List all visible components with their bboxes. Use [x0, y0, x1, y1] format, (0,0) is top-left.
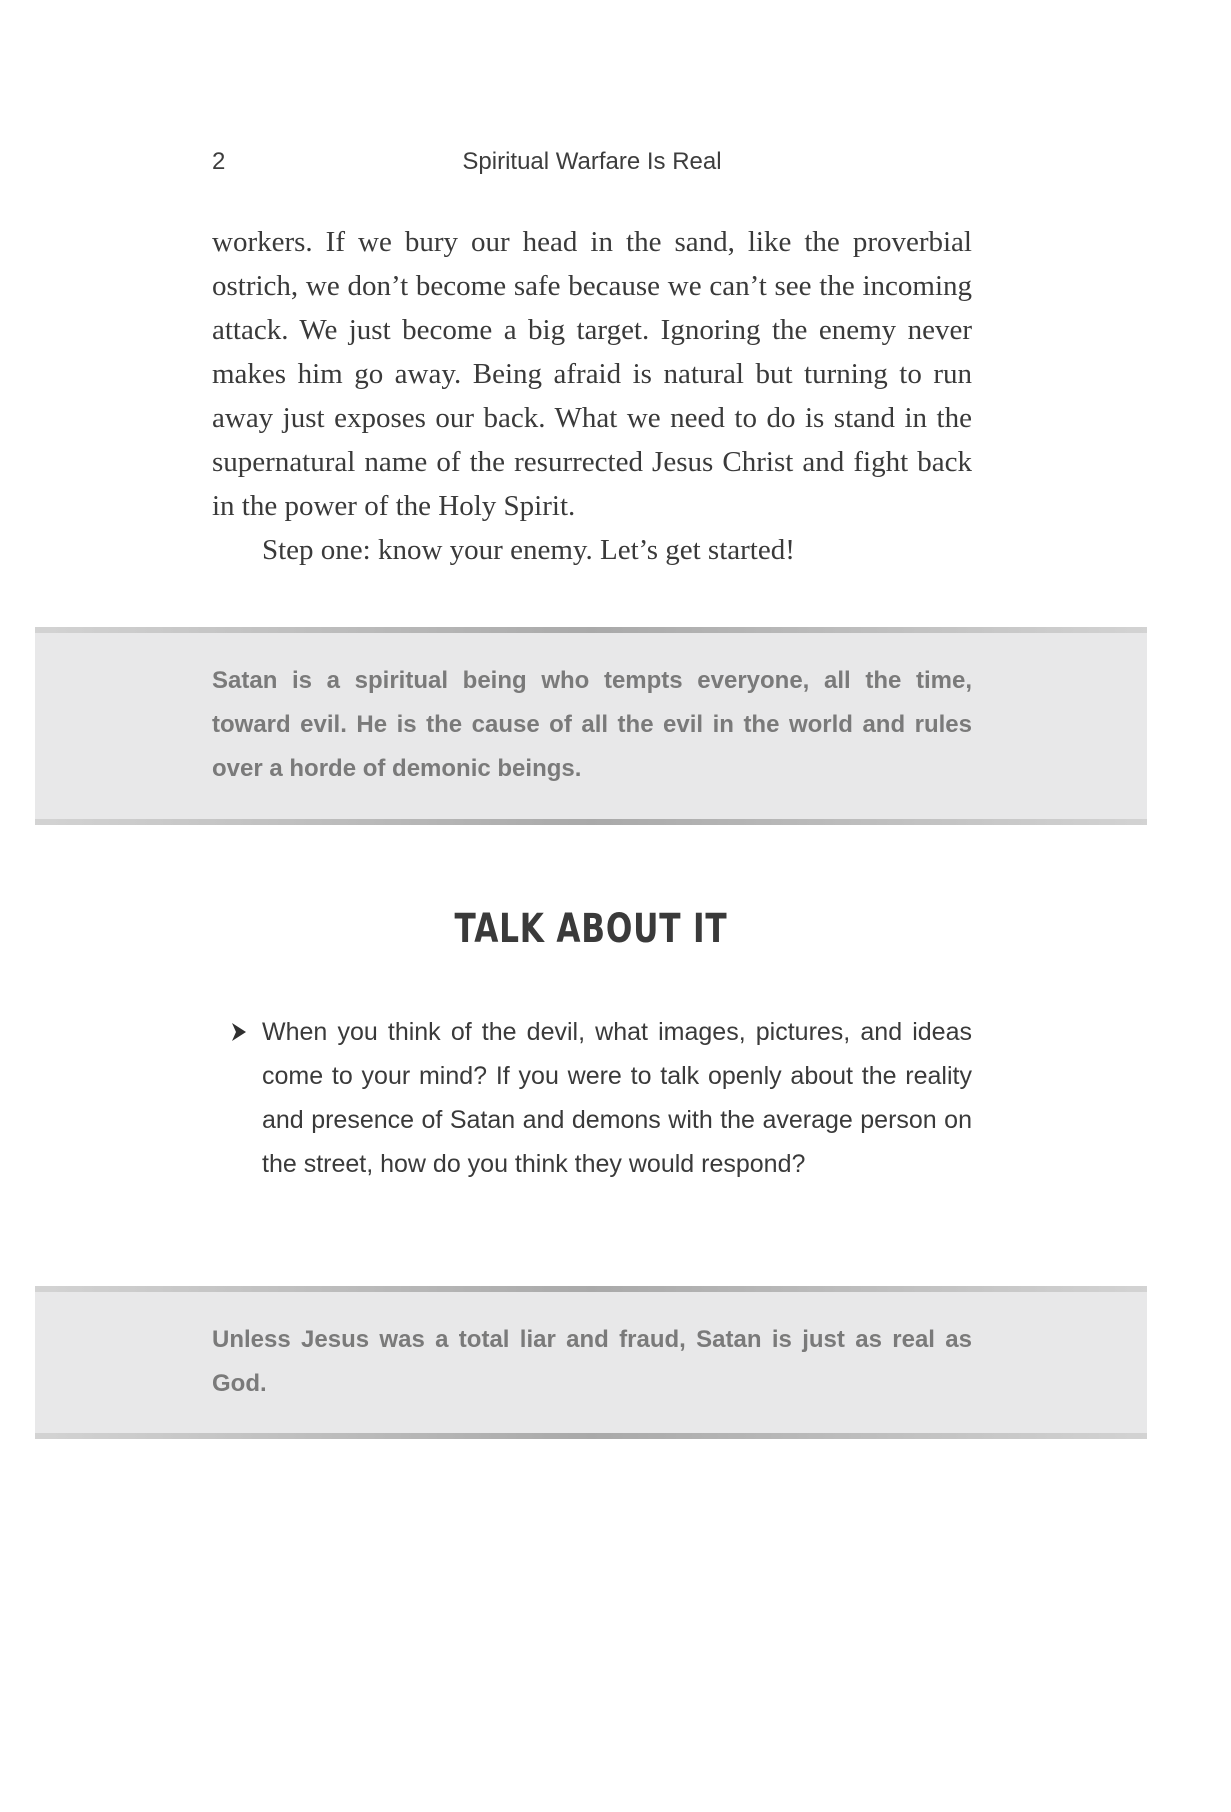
page-number: 2 — [212, 148, 226, 175]
pullquote-text: Unless Jesus was a total liar and fraud, Satan is just as real as God. — [212, 1326, 972, 1397]
question-text: When you think of the devil, what images, pictures, and ideas come to your mind? If you were to talk openly about the reality and presence of Satan and demons with the average person on the street, how do you think they would respond? — [262, 1018, 972, 1178]
section-heading: TALK ABOUT IT — [454, 906, 728, 952]
running-title: Spiritual Warfare Is Real — [462, 148, 722, 175]
body-text — [212, 220, 972, 572]
pullquote-box — [35, 627, 1147, 825]
pullquote-box — [35, 1286, 1147, 1439]
body-indented-line: Step one: know your enemy. Let’s get started! — [262, 534, 795, 566]
pullquote-text: Satan is a spiritual being who tempts everyone, all the time, toward evil. He is the cause of all the evil in the world and rules over a horde of demonic beings. — [212, 667, 972, 782]
arrow-right-icon — [230, 1022, 248, 1042]
body-paragraph: workers. If we bury our head in the sand, like the proverbial ostrich, we don’t become safe because we can’t see the incoming attack. We just become a big target. Ignoring the enemy never makes him go away. Being afraid is natural but turning to run away just exposes our back. What we need to do is stand in the supernatural name of the resurrected Jesus Christ and fight back in the power of the Holy Spirit. — [212, 226, 972, 522]
running-head — [212, 148, 972, 178]
